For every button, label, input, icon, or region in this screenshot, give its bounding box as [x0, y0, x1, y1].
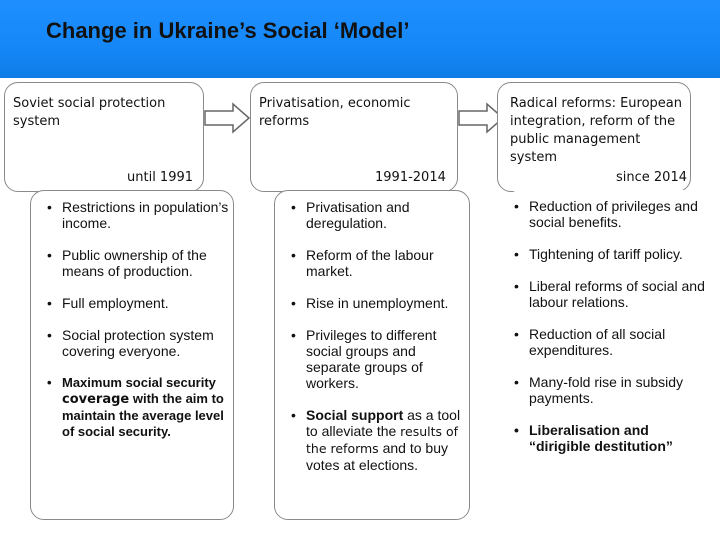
list-item: • Restrictions in population’s income. — [45, 199, 229, 231]
item-text: as a tool to alleviate the — [306, 407, 461, 439]
column-radical — [506, 190, 714, 530]
list-item: • Liberalisation and “dirigible destitution” — [512, 422, 712, 454]
list-item: • Liberal reforms of social and labour relations. — [512, 278, 712, 310]
list-item: • Reform of the labour market. — [289, 247, 469, 279]
item-text: coverage — [62, 392, 130, 407]
list-item: • Social protection system covering everyone. — [45, 327, 229, 359]
column-soviet — [30, 190, 234, 520]
item-text: Social support — [306, 407, 404, 423]
column-privatisation — [274, 190, 470, 520]
list-item: • Privatisation and deregulation. — [289, 199, 469, 231]
stage-label: Soviet social protection system — [13, 96, 166, 129]
stage-box-radical — [497, 82, 691, 192]
list-item: • Reduction of privileges and social benefits. — [512, 198, 712, 230]
item-text: results of the reforms — [306, 424, 459, 456]
list-item — [45, 375, 229, 440]
list-item: • Rise in unemployment. — [289, 295, 469, 311]
right-arrow-icon — [204, 102, 250, 139]
list-item: • Tightening of tariff policy. — [512, 246, 712, 262]
stage-period: 1991-2014 — [375, 170, 446, 185]
item-text: and to buy votes at elections. — [306, 440, 448, 473]
stage-period: until 1991 — [127, 170, 194, 185]
stage-box-soviet — [4, 82, 204, 192]
list-item: • Full employment. — [45, 295, 229, 311]
list-item — [289, 407, 469, 473]
list-item: • Public ownership of the means of production. — [45, 247, 229, 279]
stage-label: Privatisation, economic reforms — [259, 96, 411, 129]
stage-label: Radical reforms: European integration, reform of the public management system — [510, 96, 683, 165]
item-text: with the aim to maintain the average level of social security. — [62, 391, 224, 439]
list-item: • Privileges to different social groups and separate groups of workers. — [289, 327, 469, 391]
title-banner — [0, 0, 720, 78]
list-item: • Many-fold rise in subsidy payments. — [512, 374, 712, 406]
list-item: • Reduction of all social expenditures. — [512, 326, 712, 358]
page-title: Change in Ukraine’s Social ‘Model’ — [46, 18, 410, 43]
stage-box-privatisation — [250, 82, 458, 192]
stage-period: since 2014 — [616, 170, 687, 185]
item-text: Maximum social security — [62, 375, 216, 390]
